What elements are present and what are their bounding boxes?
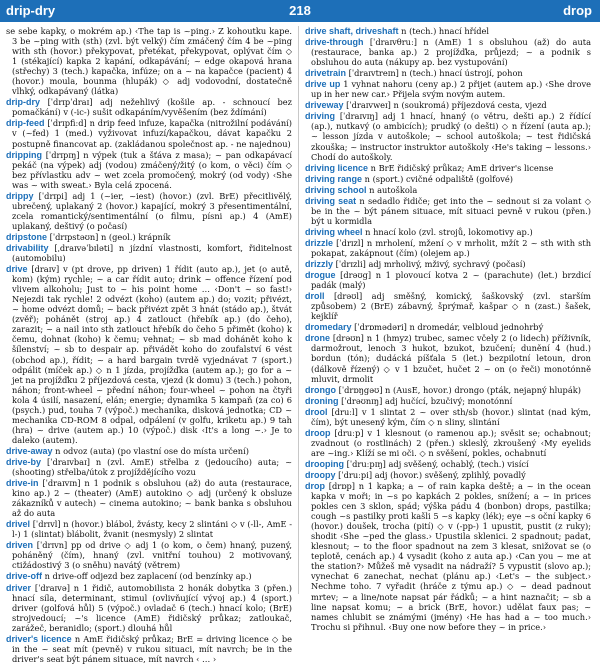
- dictionary-entry: [6, 457, 292, 477]
- entry-definition: [ˈdraɪvɪn] n 1 podnik s obsluhou (až) do auta (restaurace, kino ap.) 2 ~ (theater) (AmE) autokino ◇ adj (určený k obsluze zákazníků v autech) ~ cinema autokino; ~ bank banka s obsluhou až do auta: [12, 478, 292, 519]
- dictionary-entry: [305, 385, 591, 395]
- entry-definition: [ˈdrɪzl] n mrholení, mžení ◇ v mrholit, mžít 2 ~ sth with sth pokapat, zakápnout (čím) (olejem ap.): [311, 237, 592, 258]
- entry-headword: drizzle: [305, 237, 334, 248]
- dictionary-entry: [305, 79, 591, 99]
- entry-definition: [ˈdraɪvweɪ] n (soukromá) příjezdová cesta, vjezd: [346, 100, 547, 111]
- entry-headword: dripstone: [6, 231, 48, 242]
- dictionary-entry: [305, 111, 591, 161]
- entry-definition: n BrE řidičský průkaz; AmE driver's license: [370, 162, 554, 173]
- entry-definition: 1 vyhnat nahoru (ceny ap.) 2 přijet (autem ap.) ‹She drove up in her new car.› Přijela svým novým autem.: [311, 79, 591, 100]
- entry-definition: [ˈdraɪvθruː] n (AmE) 1 s obsluhou (až) do auta (restaurace, banka ap.) 2 projížďka, průjezd; ~ a podnik s obsluhou do auta (nákupy ap. bez vystupování): [311, 37, 591, 68]
- entry-headword: dripping: [6, 149, 42, 160]
- dictionary-entry: [6, 571, 292, 581]
- dictionary-entry: [305, 407, 591, 427]
- dictionary-entry: [305, 459, 591, 469]
- dictionary-entry: [305, 37, 591, 67]
- entry-headword: droll: [305, 291, 325, 302]
- entry-definition: [druːl] v 1 slintat 2 ~ over sth/sb (hovor.) slintat (nad kým, čím), být unesený kým, čím ◇ n sliny, slintání: [311, 406, 592, 427]
- entry-headword: drippy: [6, 190, 34, 201]
- entry-headword: drive-through: [305, 37, 364, 48]
- entry-headword: driver: [6, 582, 32, 593]
- dictionary-entry: [6, 191, 292, 231]
- entry-definition: n AmE řidičský průkaz; BrE = driving licence ◇ be in the ~ seat mít (pevně) v rukou situaci, mít navrch; be in the driver's seat být pánem situace, mít navrch ‹ … ›: [12, 633, 292, 664]
- entry-headword: driveway: [305, 100, 344, 111]
- entry-definition: [ˈdraɪvə] n 1 řidič, automobilista 2 honák dobytka 3 (přen.) hnací síla, determinant, stimul (ovlivňující vývoj ap.) 4 (sport.) driver (golfová hůl) 5 (výpoč.) ovladač 6 (tech.) hnací kolo; (BrE) strojvedoucí; ~'s licence (AmE) řidičský průkaz; zatloukač, zarážeč, beranidlo; (sport.) dlouhá hůl: [12, 582, 293, 633]
- page-header: [0, 0, 600, 22]
- dictionary-entry: [305, 470, 591, 480]
- entry-definition: [ˈdrɪpstəʊn] n (geol.) krápník: [49, 231, 171, 242]
- entry-definition: [drəʊn] n 1 (hmyz) trubec, samec včely 2 (o lidech) příživník, darmožrout, lenoch 3 hukot, bzukot, bzučení; dunění 4 (hud.) bordun (tón); dudácká píšťala 5 (let.) bezpilotní letoun, dron (dálkově řízený) ◇ v 1 bzučet, hučet 2 ~ on (o řeči) monotónně mluvit, drmolit: [311, 333, 592, 384]
- entry-definition: [ˈdrɪpɪŋ] n výpek (tuk a šťáva z masa); ~ pan odkapávací pekáč (na výpek) adj (vodou) zmáčený/žitý (o kom, o věci) čím ◇ bez přívlastku adv ~ wet zcela promočený, mokrý (od vody) ‹She was ~ with sweat.› Byla celá zpocená.: [12, 149, 292, 190]
- dictionary-entry: [6, 26, 292, 96]
- dictionary-entry: [6, 446, 292, 456]
- dictionary-entry: [6, 243, 292, 263]
- entry-definition: n autoškola: [369, 184, 418, 195]
- entry-headword: driving licence: [305, 162, 369, 173]
- entry-definition: [ˈdrɒmədəri] n dromedár, velbloud jednohrbý: [354, 322, 544, 333]
- entry-headword: droop: [305, 427, 331, 438]
- dictionary-entry: [305, 174, 591, 184]
- entry-definition: [ˈdrɪpˈdraɪ] adj nežehlivý (košile ap. - schnoucí bez pomačkání) v (-ic-) sušit odkapáním/vyvěšením (bez ždímání): [12, 97, 293, 118]
- entry-definition: [ˈdrɒŋgəʊ] n (AusE, hovor.) drongo (pták, nejapný hlupák): [338, 384, 581, 395]
- entry-headword: driven: [6, 540, 34, 551]
- dictionary-entry: [305, 259, 591, 269]
- entry-headword: drizzly: [305, 259, 334, 270]
- entry-definition: n odvoz (auta) (po vlastní ose do místa určení): [55, 445, 249, 456]
- dictionary-entry: [305, 185, 591, 195]
- page-number: 218: [289, 3, 311, 18]
- entry-definition: [ˈdraɪvɪŋ] adj 1 hnací, hnaný (o větru, dešti ap.) 2 řídící (ap.), nutkavý (o ambicích); prudký (o dešti) ◇ n řízení (auta ap.); ~ lesson jízda v autoškole; ~ school autoškola; ~ test řidičská zkouška; ~ instructor instruktor autoškoly ‹He's taking ~ lessons.› Chodí do autoškoly.: [311, 111, 592, 162]
- dictionary-entry: [6, 634, 292, 664]
- dictionary-entry: [305, 196, 591, 226]
- entry-headword: drive-away: [6, 445, 53, 456]
- entry-headword: drool: [305, 406, 328, 417]
- entry-headword: droopy: [305, 469, 336, 480]
- entry-headword: drogue: [305, 270, 336, 281]
- entry-headword: driving wheel: [305, 226, 363, 237]
- entry-definition: n (tech.) hnací hřídel: [401, 26, 490, 36]
- entry-definition: se sebe kapky, o mokrém ap.) ‹The tap is ~ping.› Z kohoutku kape. 3 be ~ping with (sth) (zvl. být velký) čím zmáčený čím 4 be ~ping with sth (hovor.) překypovat, přetékat, překypovat, oplývat čím ◇ 1 (stékající) kapka 2 kapání, odkapávání; ~ edge okapová hrana (střechy) 3 (tech.) kapačka, infúze; on a ~ na kapačce (pacient) 4 (hovor.) moula, bounma (hlupák) ◇ adj vodovodní, dostatečně vlhký, odkapávaný (látka): [6, 26, 292, 97]
- entry-definition: [draɪv] v (pt drove, pp driven) 1 řídit (auto ap.), jet (o autě, kom) (kým) rychle; ~ a car řídit auto; drink ~ offence řízení pod vlivem alkoholu; Just to ~ his point home … ‹Don't ~ so fast!› Nejezdi tak rychle! 2 odvézt (koho) (autem ap.) do; vozit; přivézt, ~ home odvézt domů; ~ back přivézt zpět 3 hnát (stádo ap.), štvát (zvěř); pohánět (stroj ap.) 4 zatlouct (hřebík ap.) (do čeho), zarazit; ~ a nail into sth zatlouct hřebík do čeho 5 přimět (koho) k čemu, dohnat (koho) k čemu; vehnat; ~ sb mad dohánět koho k šílenství; ~ sb to despair ap. přivádět koho do zoufalství 6 vést (obchod ap.), řídit; ~ a hard bargain tvrdě vyjednávat 7 (sport.) odpálit (míček ap.) ◇ n 1 jízda, projížďka (autem ap.); go for a ~ jet na projížďku 2 příjezdová cesta, vjezd (k domu) 3 (tech.) pohon, náhon; front-wheel ~ přední náhon; four-wheel ~ pohon na čtyři kola 4 úsilí, nasazení, elán; energie; dynamika 5 kampaň (za co) 6 (psych.) pud, touha 7 (výpoč.) mechanika, disková jednotka; CD ~ mechanika CD-ROM 8 odpal, odpálení (v golfu, kriketu ap.) 9 tah (hra) ~ drive (autem ap.) 10 (výpoč.) disk ‹It's a long ~.› Je to daleko (autem).: [12, 264, 293, 445]
- entry-definition: [druːp] v 1 klesnout (o ramenou ap.); svěsit se; ochabnout; zvadnout (o rostlinách) 2 (přen.) skleslý, zkroušený ‹My eyelids are ~ing.› Klíží se mi oči. ◇ n svěšení, pokles, ochabnutí: [311, 427, 592, 458]
- entry-definition: [ˈdrɪvn] pp od drive ◇ adj 1 (o kom, o čem) hnaný, puzený, poháněný (čím), hnaný (zvl. vnitřní touhou) 2 motivovaný, ctižádostivý 3 (o sněhu) navátý (větrem): [12, 540, 292, 571]
- guide-word-right: drop: [563, 3, 592, 18]
- entry-headword: drive up: [305, 79, 341, 90]
- dictionary-entry: [305, 68, 591, 78]
- dictionary-entry: [305, 238, 591, 258]
- guide-word-left: drip-dry: [6, 3, 56, 18]
- entry-definition: [ˈdrɪvl] n (hovor.) blábol, žvásty, kecy 2 slintáni ◇ v (-ll-, AmE -l-) 1 (slintat) blábolit, žvanit (nesmysly) 2 slintat: [12, 519, 292, 540]
- entry-headword: drive shaft, driveshaft: [305, 26, 399, 36]
- entry-headword: dromedary: [305, 322, 352, 333]
- entry-definition: n hnací kolo (zvl. strojů, lokomotivy ap.): [365, 226, 533, 237]
- entry-definition: n (sport.) cvičné odpaliště (golfové): [364, 173, 514, 184]
- dictionary-entry: [305, 270, 591, 290]
- dictionary-entry: [305, 428, 591, 458]
- entry-definition: [drɒp] n 1 kapka; a ~ of rain kapka deště; a ~ in the ocean kapka v moři; in ~s po kapkách 2 pokles, snížení; a ~ in prices pokles cen 3 sklon, spád; výška pádu 4 (bonbon) drops, pastilka; cough ~s pastilky proti kašli 5 ~s kapky (lék); eye ~s oční kapky 6 (hovor.) doušek, trocha (pití) ◇ v (-pp-) 1 upustit, pustit (z ruky); shodit ‹She ~ped the glass.› Upustila sklenici. 2 spadnout; padat, klesnout; ~ to the floor spadnout na zem 3 klesat, snižovat se (o teplotě, cenách ap.) 4 vysadit (koho z auta ap.) ‹Can you ~ me at the station?› Můžeš mě vysadit na nádraží? 5 vypustit (slovo ap.); vynechat 6 zanechat, nechat (plánu ap.) ‹Let's ~ the subject.› Nechme toho. 7 vyřadit (hráče z týmu ap.) ◇ ~ dead padnout mrtev; ~ a line/note napsat pár řádků; ~ a hint naznačit; ~ sb a line napsat komu; ~ a brick (BrE, hovor.) udělat faux pas; ~ names chlubit se známými (jmény) ‹He has had a ~ too much.› Trochu si přihnul. ‹Buy one now before they ~ in price.›: [311, 481, 591, 632]
- entry-headword: drone: [305, 333, 331, 344]
- entry-definition: [drəʊl] adj směšný, komický, šaškovský (zvl. starším způsobem) 2 (BrE) zábavný, šprýmař, kašpar ◇ n (zast.) šašek, kejklíř: [311, 291, 591, 322]
- dictionary-entry: [305, 481, 591, 632]
- entry-headword: drive-off: [6, 571, 42, 582]
- dictionary-entry: [305, 227, 591, 237]
- dictionary-entry: [305, 163, 591, 173]
- entry-definition: [ˌdraɪvəˈbɪləti] n jízdní vlastnosti, komfort, řiditelnost (automobilu): [12, 242, 292, 264]
- dictionary-entry: [6, 583, 292, 633]
- left-column: [6, 26, 293, 664]
- dictionary-entry: [6, 264, 292, 445]
- entry-headword: drip-feed: [6, 118, 45, 129]
- entry-headword: drive-by: [6, 456, 42, 467]
- entry-definition: [ˈdruːpɪŋ] adj svěšený, ochablý, (tech.) visící: [346, 458, 529, 469]
- entry-definition: [drəʊg] n 1 plovoucí kotva 2 ~ (parachute) (let.) brzdicí padák (malý): [311, 270, 592, 291]
- entry-headword: drivability: [6, 242, 49, 253]
- entry-headword: driver's licence: [6, 633, 72, 644]
- dictionary-entry: [305, 291, 591, 321]
- entry-definition: n drive-off odjezd bez zaplacení (od benzínky ap.): [44, 571, 252, 582]
- entry-headword: drivetrain: [305, 68, 347, 79]
- entry-definition: [ˈdraɪvbaɪ] n (zvl. AmE) střelba z (jedoucího) auta; ~ (shooting) střelba/útok z projíždějícího vozu: [12, 456, 293, 478]
- dictionary-entry: [6, 519, 292, 539]
- dictionary-entry: [305, 322, 591, 332]
- entry-headword: drivel: [6, 519, 31, 530]
- dictionary-entry: [6, 478, 292, 518]
- dictionary-entry: [6, 540, 292, 570]
- right-column: [305, 26, 592, 632]
- entry-definition: [ˈdrəʊnɪŋ] adj hučící, bzučivý; monotónní: [341, 395, 513, 406]
- entry-headword: driving seat: [305, 195, 357, 206]
- entry-headword: drive-in: [6, 478, 39, 489]
- entry-headword: driving range: [305, 173, 363, 184]
- dictionary-entry: [6, 232, 292, 242]
- entry-headword: driving: [305, 111, 336, 122]
- entry-headword: droning: [305, 395, 339, 406]
- entry-definition: [ˈdraɪvtreɪn] n (tech.) hnací ústrojí, pohon: [348, 68, 523, 79]
- entry-definition: n sedadlo řidiče; get into the ~ sednout si za volant ◇ be in the ~ být pánem situace, mít situaci pevně v rukou (přen.) být u kormidla: [311, 195, 592, 226]
- dictionary-entry: [6, 97, 292, 117]
- entry-headword: drip-dry: [6, 97, 41, 108]
- dictionary-entry: [305, 26, 591, 36]
- dictionary-entry: [305, 333, 591, 383]
- dictionary-entry: [6, 118, 292, 148]
- entry-headword: drive: [6, 264, 28, 275]
- entry-headword: drooping: [305, 458, 344, 469]
- entry-definition: [ˈdrɪpi] adj 1 (~ier, ~iest) (hovor.) (zvl. BrE) přecitlivělý, ubrečený, uplakaný 2 (hovor.) kapající, mokrý 3 přesentimentální, zcela romantický/sentimentální (o filmu, písni ap.) 4 (AmE) uplakaný, deštivý (o počasí): [12, 190, 292, 231]
- entry-definition: [ˈdrɪpfiːd] n drip feed infuze, kapačka (nitrožilní podávání) v (~fed) 1 (med.) vyživovat infuzí/kapačkou, dávat kapačku 2 postupně financovat ap. (zakládanou společnost ap. - ne najednou): [12, 118, 293, 149]
- entry-definition: [ˈdruːpi] adj (hovor.) svěšený, zplihlý, povadlý: [338, 469, 526, 480]
- dictionary-entry: [305, 396, 591, 406]
- entry-headword: drop: [305, 481, 325, 492]
- dictionary-entry: [305, 100, 591, 110]
- entry-headword: driving school: [305, 184, 367, 195]
- entry-definition: [ˈdrɪzli] adj mrholivý, mživý, sychravý (počasí): [335, 259, 526, 270]
- entry-headword: drongo: [305, 384, 336, 395]
- dictionary-entry: [6, 150, 292, 190]
